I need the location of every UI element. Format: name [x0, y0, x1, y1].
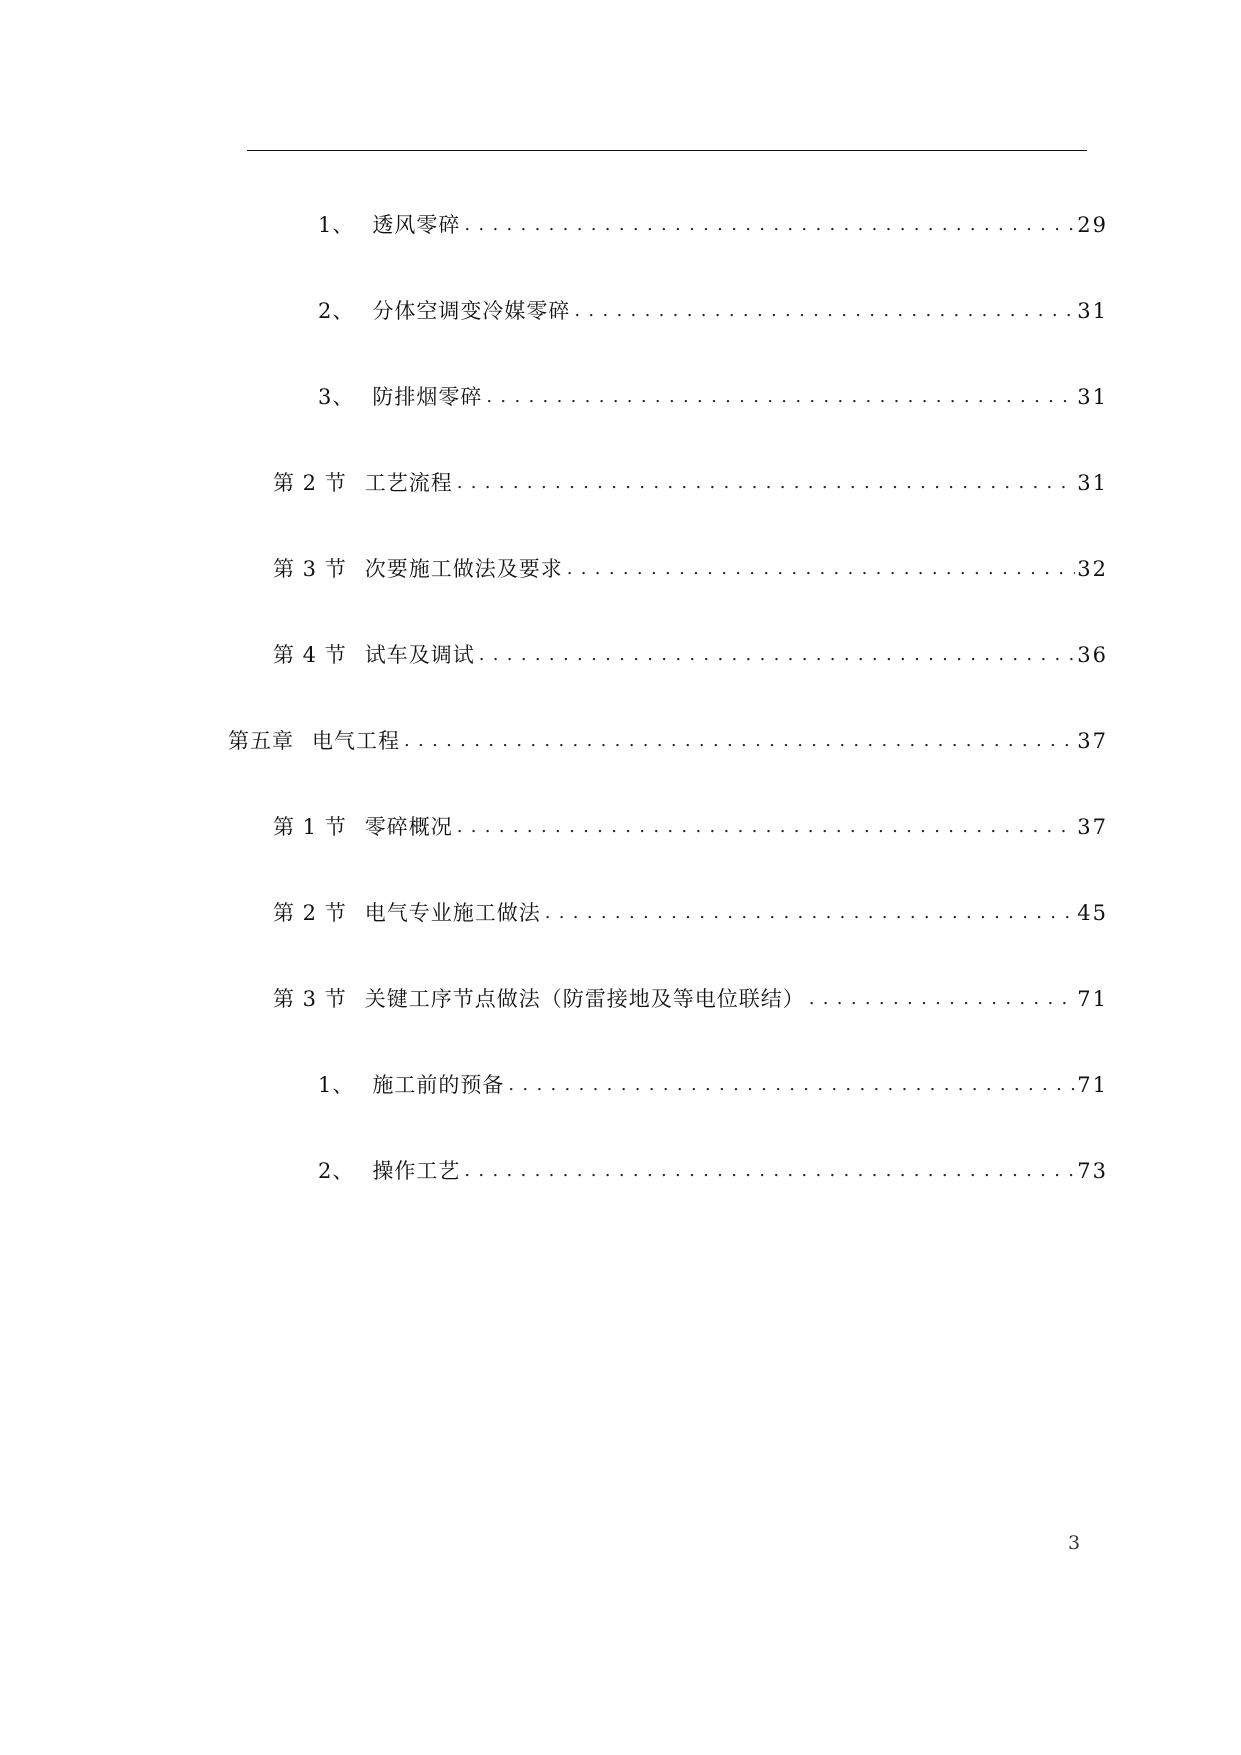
toc-entry-page: 29 — [1077, 213, 1108, 237]
toc-entry-title: 透风零碎 — [372, 213, 461, 237]
toc-entry-page: 71 — [1077, 1073, 1108, 1097]
toc-entry-number: 第五章 — [228, 729, 294, 753]
dot-leader — [486, 377, 1075, 417]
toc-entry-number: 1、 — [318, 213, 355, 237]
toc-entry-page: 37 — [1077, 815, 1108, 839]
page-number: 3 — [1068, 1532, 1081, 1554]
toc-entry-title: 电气工程 — [312, 729, 400, 753]
toc-entry-page: 45 — [1077, 901, 1108, 925]
toc-entry[interactable] — [273, 979, 1108, 1019]
toc-entry-title: 试车及调试 — [364, 643, 475, 667]
toc-entry-number: 2、 — [318, 1159, 355, 1183]
dot-leader — [809, 979, 1076, 1019]
toc-entry-title: 关键工序节点做法（防雷接地及等电位联结） — [364, 987, 805, 1011]
toc-entry-title: 操作工艺 — [372, 1159, 461, 1183]
toc-entry-number: 第 3 节 — [273, 557, 347, 581]
dot-leader — [464, 205, 1075, 245]
toc-entry-page: 31 — [1077, 385, 1108, 409]
toc-entry-number: 第 3 节 — [273, 987, 347, 1011]
toc-entry-page: 32 — [1077, 557, 1108, 581]
toc-entry[interactable] — [318, 1151, 1108, 1191]
toc-entry-title: 工艺流程 — [364, 471, 453, 495]
toc-entry-title: 防排烟零碎 — [372, 385, 483, 409]
toc-entry[interactable] — [318, 205, 1108, 245]
toc-entry-number: 1、 — [318, 1073, 355, 1097]
toc-entry-number: 第 4 节 — [273, 643, 347, 667]
dot-leader — [457, 807, 1076, 847]
toc-entry-title: 电气专业施工做法 — [364, 901, 541, 925]
toc-entry-title: 次要施工做法及要求 — [364, 557, 563, 581]
dot-leader — [508, 1065, 1075, 1105]
toc-entry-page: 31 — [1077, 299, 1108, 323]
toc-entry-title: 分体空调变冷媒零碎 — [372, 299, 571, 323]
toc-entry-page: 31 — [1077, 471, 1108, 495]
toc-entry[interactable] — [273, 635, 1108, 675]
toc-entry-number: 第 2 节 — [273, 901, 347, 925]
toc-entry-chapter[interactable] — [228, 721, 1108, 761]
toc-entry-page: 71 — [1077, 987, 1108, 1011]
dot-leader — [479, 635, 1076, 675]
toc-entry[interactable] — [273, 463, 1108, 503]
dot-leader — [457, 463, 1076, 503]
toc-entry[interactable] — [273, 549, 1108, 589]
toc-entry[interactable] — [273, 893, 1108, 933]
toc-entry-title: 零碎概况 — [364, 815, 453, 839]
toc-entry-number: 2、 — [318, 299, 355, 323]
toc-entry[interactable] — [318, 291, 1108, 331]
toc-entry-page: 36 — [1077, 643, 1108, 667]
toc-entry-title: 施工前的预备 — [372, 1073, 505, 1097]
toc-entry-number: 3、 — [318, 385, 355, 409]
dot-leader — [545, 893, 1076, 933]
dot-leader — [567, 549, 1076, 589]
dot-leader — [464, 1151, 1075, 1191]
toc-entry-number: 第 1 节 — [273, 815, 347, 839]
dot-leader — [574, 291, 1075, 331]
toc-entry[interactable] — [318, 1065, 1108, 1105]
toc-entry-page: 73 — [1077, 1159, 1108, 1183]
toc-entry-number: 第 2 节 — [273, 471, 347, 495]
toc-entry[interactable] — [273, 807, 1108, 847]
dot-leader — [404, 721, 1075, 761]
toc-entry[interactable] — [318, 377, 1108, 417]
toc-entry-page: 37 — [1077, 729, 1108, 753]
